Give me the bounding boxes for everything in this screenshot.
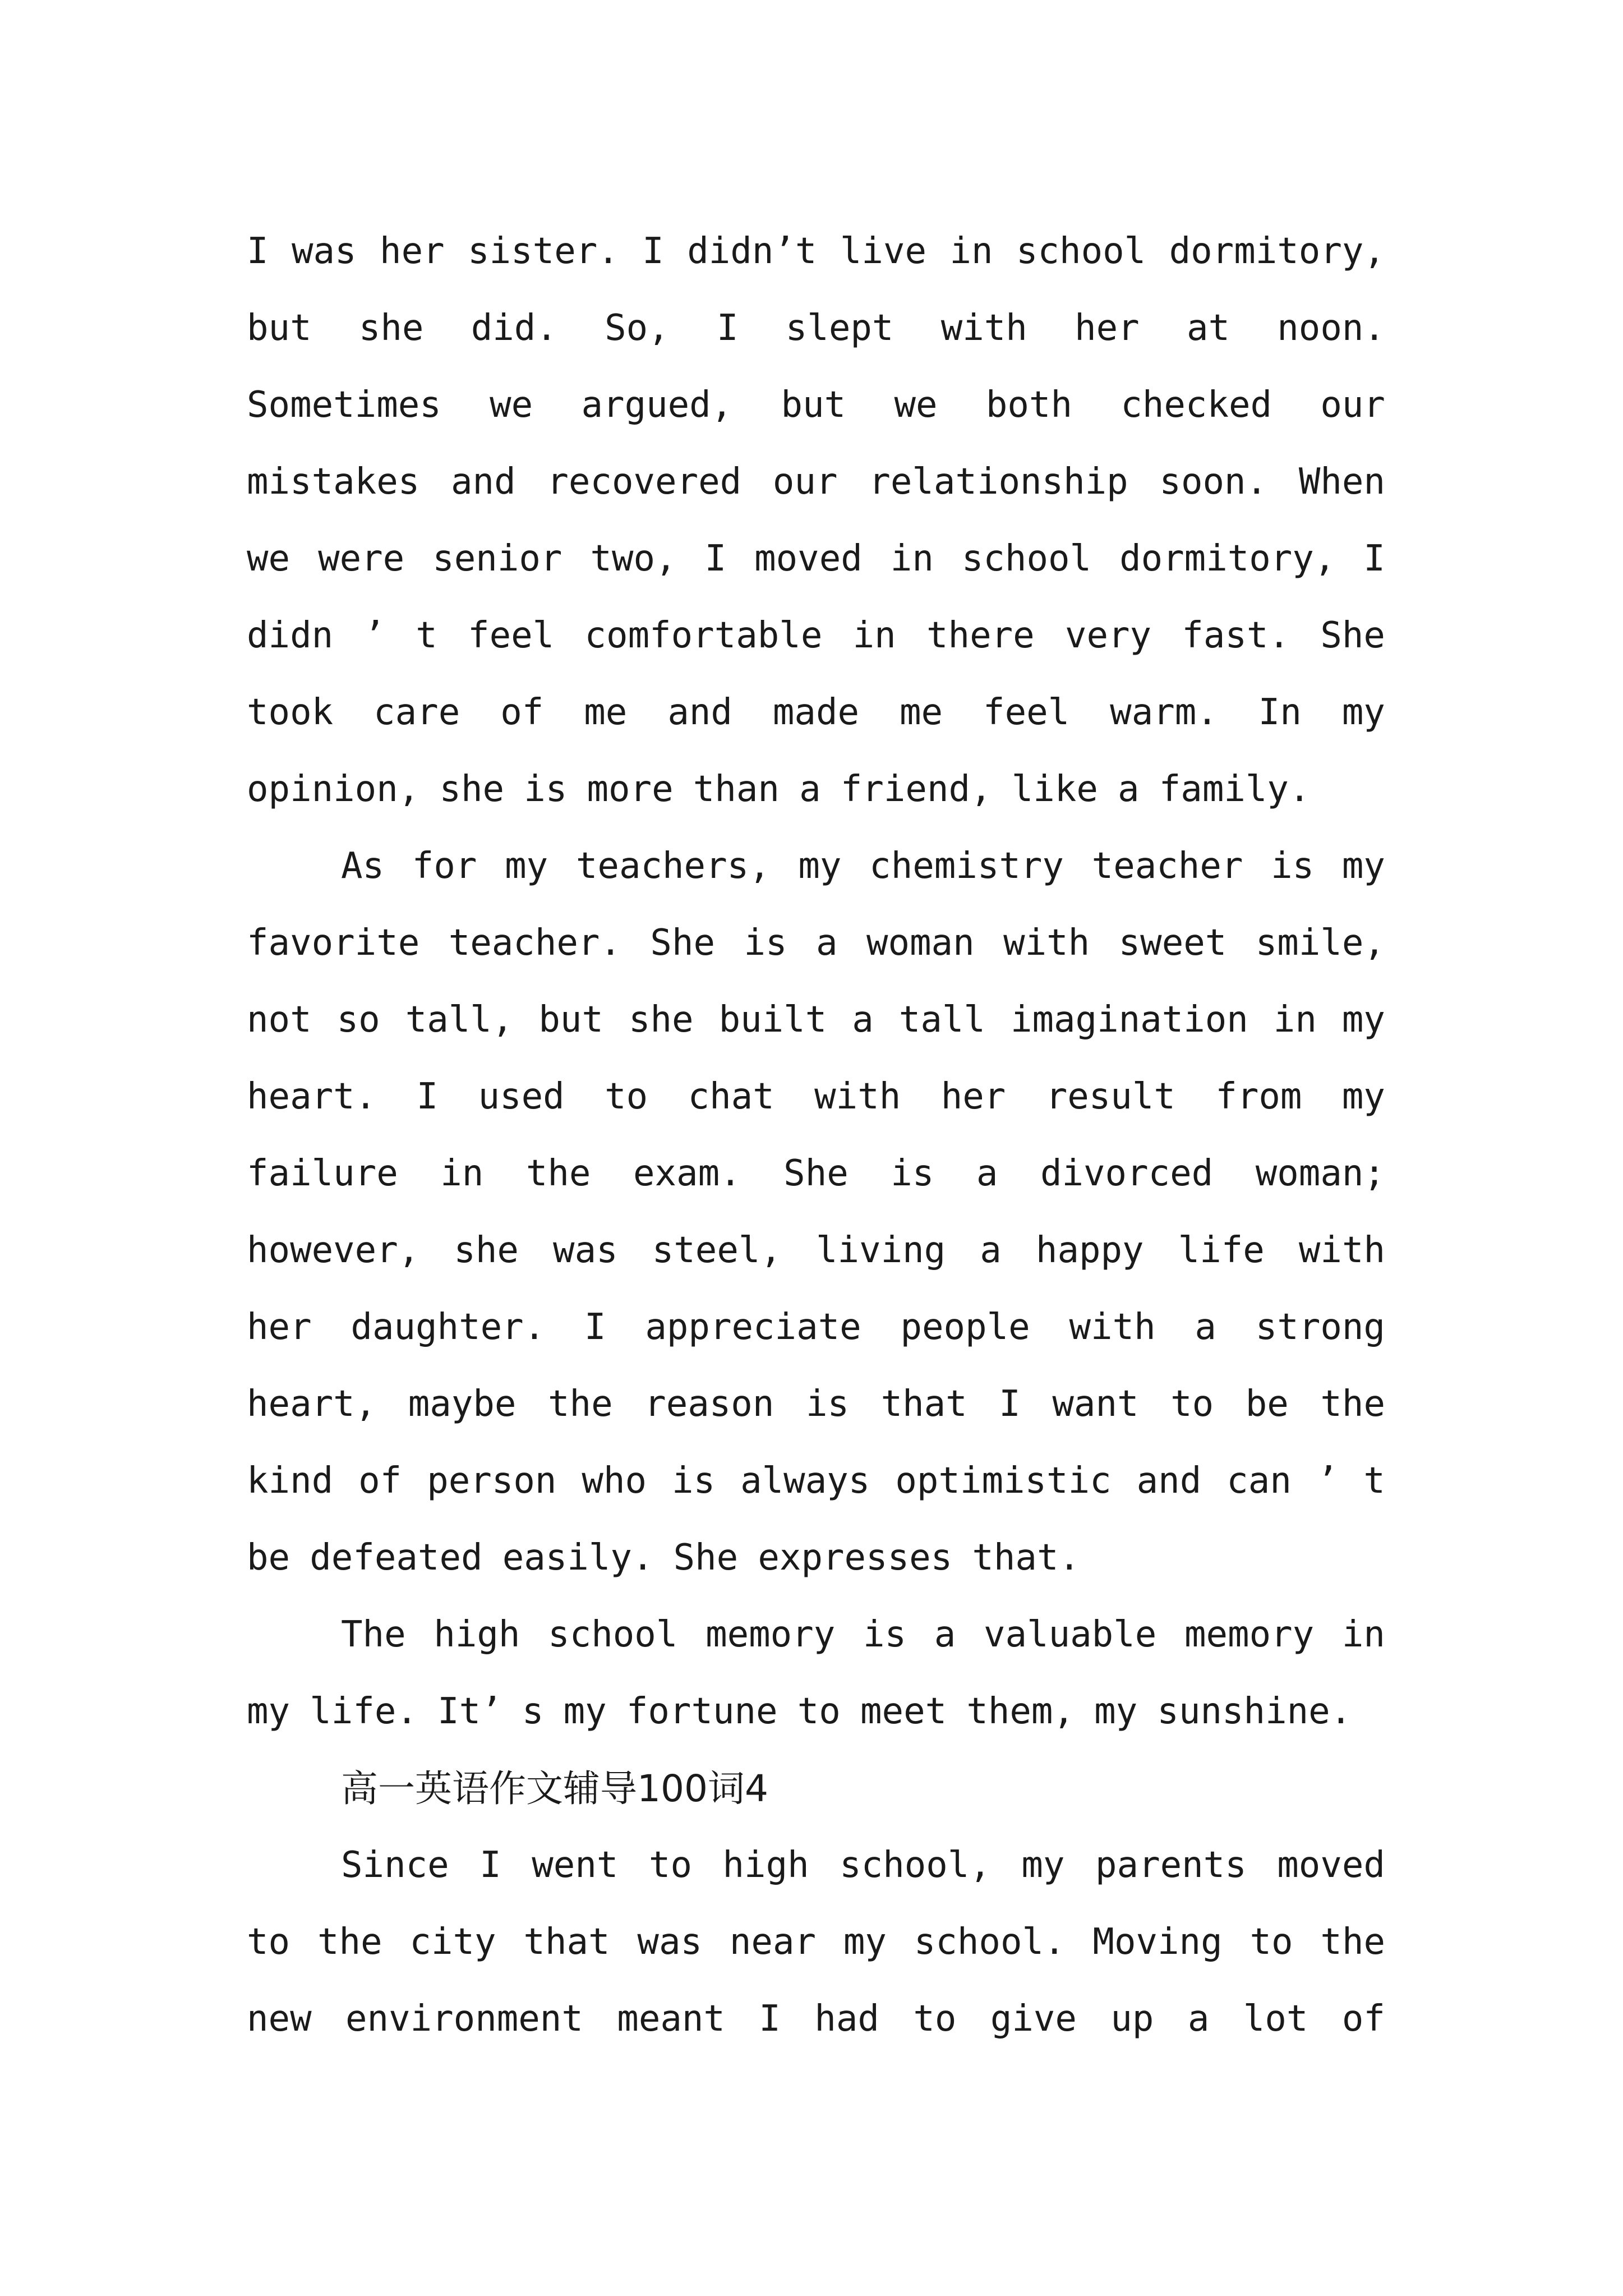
word: people <box>900 1306 1030 1348</box>
text-line <box>247 1212 1385 1289</box>
word: me <box>900 692 943 733</box>
word: life. <box>310 1691 418 1732</box>
word: built <box>718 999 827 1041</box>
word: a <box>976 1153 998 1194</box>
word: person <box>427 1460 557 1502</box>
text-line <box>247 597 1385 674</box>
paragraph <box>247 213 1385 828</box>
word: be <box>247 1537 291 1579</box>
word: a <box>852 999 874 1041</box>
word: but <box>247 307 312 349</box>
word: noon. <box>1277 307 1385 349</box>
text-line <box>247 828 1385 905</box>
word: school, <box>840 1844 991 1886</box>
word: moved <box>754 538 863 579</box>
word: my <box>247 1691 291 1732</box>
paragraph <box>247 1596 1385 1750</box>
word: had <box>814 1998 879 2040</box>
text-line <box>247 1135 1385 1212</box>
word: to <box>247 1921 291 1963</box>
word: ’ <box>363 615 385 656</box>
word: she <box>628 999 694 1041</box>
word: her <box>380 231 445 272</box>
section-heading: 高一英语作文辅导100词4 <box>341 1767 768 1810</box>
word: the <box>525 1153 591 1194</box>
word: dormitory, <box>1169 231 1385 272</box>
word: Sometimes <box>247 384 441 426</box>
word: very <box>1064 615 1152 656</box>
text-line <box>247 1443 1385 1520</box>
word: teacher <box>1091 845 1243 887</box>
document-body <box>247 213 1385 2058</box>
text-line <box>247 1289 1385 1366</box>
word: however, <box>247 1230 420 1271</box>
word: always <box>740 1460 870 1502</box>
word: she <box>358 307 424 349</box>
word: there <box>926 615 1035 656</box>
word: parents <box>1095 1844 1247 1886</box>
word: life <box>1178 1230 1265 1271</box>
word: slept <box>785 307 894 349</box>
word: can <box>1227 1460 1292 1502</box>
word: I <box>584 1306 606 1348</box>
word: senior <box>432 538 562 579</box>
word: moved <box>1277 1844 1385 1886</box>
word: a <box>1187 1998 1210 2040</box>
word: sweet <box>1118 922 1227 964</box>
word: was <box>291 231 357 272</box>
text-line <box>247 674 1385 751</box>
word: I <box>704 538 727 579</box>
word: like <box>1011 769 1098 810</box>
word: is <box>744 922 787 964</box>
word: smile, <box>1255 922 1385 964</box>
word: school <box>548 1614 678 1655</box>
word: maybe <box>408 1383 517 1425</box>
word: our <box>1320 384 1385 426</box>
word: with <box>1298 1230 1385 1271</box>
text-line <box>247 444 1385 521</box>
word: with <box>814 1076 901 1117</box>
word: up <box>1110 1998 1154 2040</box>
word: recovered <box>547 461 742 503</box>
word: kind <box>247 1460 334 1502</box>
word: for <box>412 845 477 887</box>
word: comfortable <box>584 615 823 656</box>
word: than <box>693 769 780 810</box>
word: is <box>1271 845 1315 887</box>
word: lot <box>1243 1998 1308 2040</box>
word: want <box>1052 1383 1139 1425</box>
word: to <box>648 1844 692 1886</box>
word: chemistry <box>869 845 1064 887</box>
word: of <box>1341 1998 1385 2040</box>
word: strong <box>1255 1306 1385 1348</box>
word: high <box>722 1844 809 1886</box>
word: more <box>587 769 674 810</box>
word: heart, <box>247 1383 377 1425</box>
word: my <box>1341 1076 1385 1117</box>
word: to <box>1249 1921 1293 1963</box>
word: at <box>1186 307 1230 349</box>
word: I <box>479 1844 501 1886</box>
word: dormitory, <box>1119 538 1336 579</box>
word: her <box>1075 307 1140 349</box>
word: tall <box>898 999 985 1041</box>
word: is <box>863 1614 907 1655</box>
word: She <box>1320 615 1385 656</box>
word: and <box>1136 1460 1202 1502</box>
word: new <box>247 1998 312 2040</box>
word: and <box>667 692 732 733</box>
text-line <box>247 751 1385 828</box>
word: result <box>1045 1076 1175 1117</box>
word: teachers, <box>575 845 771 887</box>
word: a <box>1118 769 1140 810</box>
word: reason <box>644 1383 774 1425</box>
word: of <box>358 1460 402 1502</box>
word: friend, <box>840 769 992 810</box>
word: chat <box>688 1076 774 1117</box>
word: It’ <box>437 1691 502 1732</box>
text-line <box>247 1059 1385 1135</box>
word: steel, <box>652 1230 782 1271</box>
word: s <box>522 1691 544 1732</box>
word: near <box>729 1921 816 1963</box>
word: meant <box>617 1998 725 2040</box>
word: appreciate <box>645 1306 861 1348</box>
word: The <box>341 1614 406 1655</box>
word: As <box>341 845 385 887</box>
word: care <box>374 692 460 733</box>
text-line <box>247 1520 1385 1596</box>
word: When <box>1298 461 1385 503</box>
word: the <box>1320 1921 1385 1963</box>
word: exam. <box>633 1153 741 1194</box>
word: live <box>840 231 926 272</box>
word: school <box>1016 231 1146 272</box>
word: happy <box>1035 1230 1144 1271</box>
word: I <box>716 307 739 349</box>
word: She <box>650 922 715 964</box>
word: my <box>505 845 548 887</box>
word: to <box>1170 1383 1214 1425</box>
word: to <box>797 1691 841 1732</box>
word: a <box>799 769 821 810</box>
text-line <box>247 521 1385 597</box>
word: valuable <box>984 1614 1157 1655</box>
word: I <box>247 231 269 272</box>
text-line <box>247 290 1385 367</box>
word: that <box>880 1383 967 1425</box>
word: sister. <box>468 231 619 272</box>
word: to <box>605 1076 648 1117</box>
word: went <box>532 1844 619 1886</box>
word: our <box>772 461 838 503</box>
word: a <box>980 1230 1002 1271</box>
word: living <box>816 1230 946 1271</box>
word: city <box>409 1921 496 1963</box>
word: took <box>247 692 334 733</box>
word: I <box>1363 538 1385 579</box>
text-line <box>247 1827 1385 1904</box>
word: imagination <box>1010 999 1248 1041</box>
word: but <box>781 384 846 426</box>
word: I <box>416 1076 439 1117</box>
word: is <box>891 1153 934 1194</box>
word: we <box>490 384 533 426</box>
word: didn <box>247 615 334 656</box>
word: family. <box>1159 769 1311 810</box>
word: we <box>894 384 938 426</box>
word: a <box>1195 1306 1216 1348</box>
word: Moving <box>1092 1921 1223 1963</box>
word: optimistic <box>895 1460 1112 1502</box>
paragraph <box>247 1827 1385 2058</box>
word: in <box>890 538 934 579</box>
word: is <box>805 1383 849 1425</box>
word: sunshine. <box>1157 1691 1352 1732</box>
word: be <box>1245 1383 1289 1425</box>
word: woman; <box>1255 1153 1385 1194</box>
text-line <box>247 1366 1385 1443</box>
word: me <box>584 692 628 733</box>
text-line <box>247 982 1385 1059</box>
word: fast. <box>1182 615 1290 656</box>
word: t <box>416 615 437 656</box>
word: did. <box>471 307 557 349</box>
word: her <box>940 1076 1006 1117</box>
word: She <box>783 1153 849 1194</box>
word: that <box>523 1921 610 1963</box>
word: used <box>478 1076 565 1117</box>
word: from <box>1215 1076 1302 1117</box>
word: so <box>336 999 380 1041</box>
word: fortune <box>626 1691 778 1732</box>
paragraph <box>247 828 1385 1596</box>
word: in <box>949 231 993 272</box>
word: but <box>538 999 603 1041</box>
word: to <box>913 1998 957 2040</box>
word: she <box>454 1230 519 1271</box>
word: with <box>1003 922 1090 964</box>
word: is <box>524 769 568 810</box>
word: was <box>637 1921 702 1963</box>
word: failure <box>247 1153 398 1194</box>
word: In <box>1258 692 1302 733</box>
word: was <box>553 1230 618 1271</box>
word: I <box>759 1998 781 2040</box>
word: my <box>843 1921 887 1963</box>
word: t <box>1363 1460 1385 1502</box>
word: my <box>1021 1844 1065 1886</box>
word: who <box>582 1460 647 1502</box>
word: were <box>318 538 405 579</box>
word: my <box>563 1691 607 1732</box>
word: with <box>940 307 1027 349</box>
word: soon. <box>1159 461 1268 503</box>
word: she <box>439 769 505 810</box>
word: daughter. <box>351 1306 546 1348</box>
word: meet <box>860 1691 947 1732</box>
text-line <box>247 1904 1385 1981</box>
word: She <box>673 1537 739 1579</box>
word: woman <box>866 922 975 964</box>
text-line <box>247 1596 1385 1673</box>
word: expresses <box>758 1537 953 1579</box>
text-line <box>247 1981 1385 2058</box>
word: Since <box>341 1844 449 1886</box>
word: my <box>1094 1691 1138 1732</box>
word: my <box>1341 999 1385 1041</box>
word: defeated <box>310 1537 483 1579</box>
word: I <box>642 231 664 272</box>
word: mistakes <box>247 461 420 503</box>
word: a <box>934 1614 956 1655</box>
word: with <box>1069 1306 1156 1348</box>
word: in <box>1273 999 1317 1041</box>
word: memory <box>1184 1614 1315 1655</box>
word: both <box>985 384 1072 426</box>
word: and <box>451 461 516 503</box>
word: made <box>772 692 860 733</box>
word: teacher. <box>448 922 621 964</box>
word: easily. <box>502 1537 654 1579</box>
word: we <box>247 538 291 579</box>
word: that. <box>972 1537 1080 1579</box>
word: my <box>798 845 842 887</box>
word: argued, <box>581 384 733 426</box>
word: favorite <box>247 922 420 964</box>
word: checked <box>1121 384 1272 426</box>
word: heart. <box>247 1076 377 1117</box>
word: her <box>247 1306 312 1348</box>
word: two, <box>590 538 677 579</box>
text-line <box>247 213 1385 290</box>
word: not <box>247 999 312 1041</box>
word: school. <box>914 1921 1066 1963</box>
word: is <box>672 1460 716 1502</box>
word: in <box>1341 1614 1385 1655</box>
word: the <box>1320 1383 1385 1425</box>
text-line <box>247 367 1385 444</box>
word: high <box>434 1614 520 1655</box>
word: memory <box>706 1614 836 1655</box>
word: give <box>990 1998 1077 2040</box>
word: environment <box>345 1998 583 2040</box>
text-line <box>247 905 1385 982</box>
word: warm. <box>1110 692 1218 733</box>
word: ’ <box>1316 1460 1339 1502</box>
word: them, <box>966 1691 1075 1732</box>
word: So, <box>605 307 670 349</box>
word: relationship <box>869 461 1128 503</box>
word: the <box>317 1921 382 1963</box>
word: in <box>852 615 896 656</box>
text-line <box>247 1673 1385 1750</box>
word: I <box>999 1383 1021 1425</box>
word: divorced <box>1040 1153 1214 1194</box>
word: my <box>1341 692 1385 733</box>
word: tall, <box>405 999 514 1041</box>
word: of <box>500 692 544 733</box>
word: didn’t <box>687 231 817 272</box>
word: a <box>815 922 838 964</box>
word: in <box>440 1153 484 1194</box>
word: school <box>961 538 1092 579</box>
word: opinion, <box>247 769 420 810</box>
word: the <box>548 1383 613 1425</box>
word: feel <box>468 615 555 656</box>
word: feel <box>983 692 1070 733</box>
word: my <box>1341 845 1385 887</box>
